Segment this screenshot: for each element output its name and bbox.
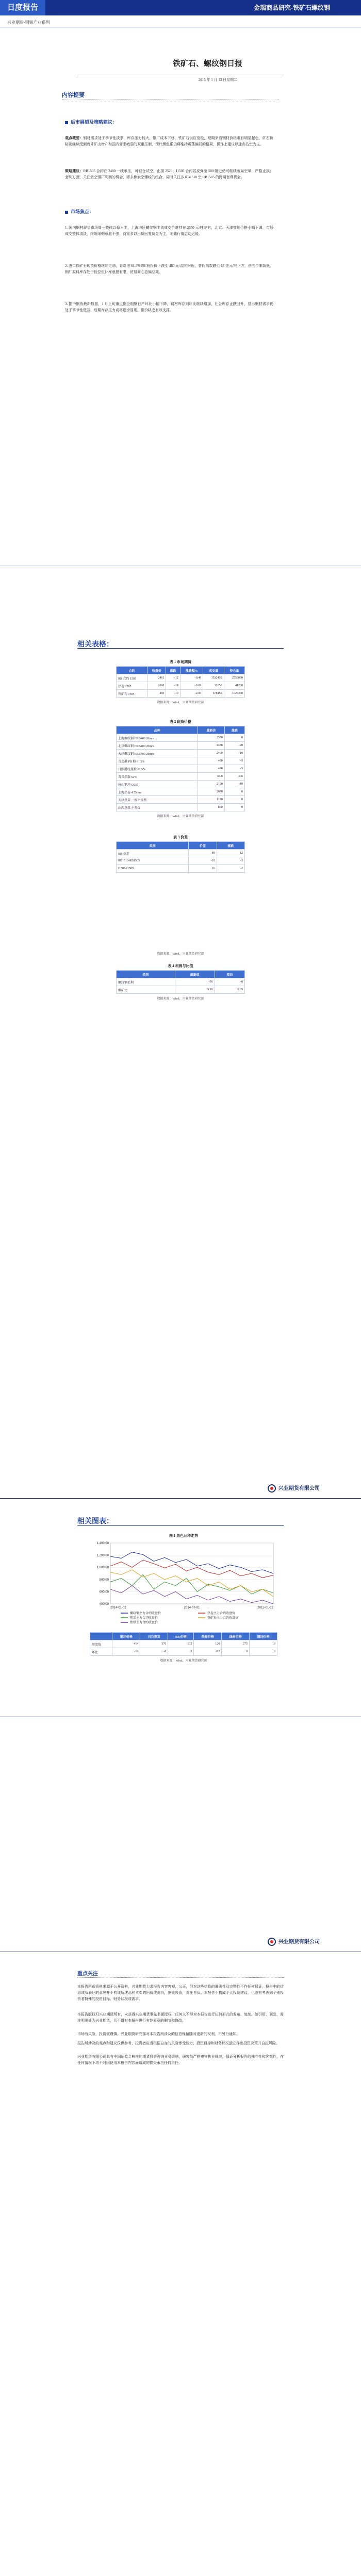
table-cell: 12 bbox=[217, 850, 244, 857]
notes-heading: 重点关注 bbox=[77, 1971, 98, 1977]
table-row bbox=[117, 804, 245, 811]
table-row bbox=[117, 734, 245, 742]
page-3 bbox=[0, 1484, 361, 1731]
notes-paragraph-4: 报告所涉及的观点和建议仅供参考，投资者应当根据自身的风险承受能力、投资目标和财务状况独立作出投资决策并自担风险。 bbox=[77, 2041, 280, 2045]
table-cell: 498 bbox=[198, 765, 225, 773]
x-tick-label: 2015-01-12 bbox=[257, 1606, 273, 1609]
chart-caption: 图 1 黑色品种走势 bbox=[169, 1534, 198, 1538]
table-cell: 天津焦炭 一级冶金焦 bbox=[117, 796, 198, 804]
legend-label: 热卷主力合约收盘价 bbox=[207, 1612, 236, 1615]
table-header-cell: 涨跌 bbox=[217, 842, 244, 850]
tables-heading: 相关表格： bbox=[77, 640, 113, 648]
table-cell: 山西焦煤 主焦煤 bbox=[117, 804, 198, 811]
legend-label: 螺纹钢主力合约收盘价 bbox=[130, 1612, 161, 1615]
table-2-caption: 表 2 现货价格 bbox=[170, 720, 191, 724]
notes-paragraph-1: 本报告所载资料来源于公开资料，兴业期货力求报告内容客观、公正，但对这些信息的准确性及完整性不作任何保证，报告中的信息或所表达的意见并不构成所述品种买卖的出价或询价，据此投资，责任自负。本报告不构成个人投资建议，也没有考虑到个别投资者特殊的投资目标、财务状况或需求。 bbox=[77, 1985, 284, 2001]
table-1-source: 数据来源：Wind、兴业期货研究部 bbox=[157, 701, 204, 704]
chart-source: 数据来源：Wind、兴业期货研究部 bbox=[160, 1659, 207, 1663]
table-3 bbox=[116, 835, 245, 873]
table-cell: 0 bbox=[224, 796, 244, 804]
table-header-cell: 涨跌 bbox=[166, 667, 180, 674]
y-tick-label: 1,200.00 bbox=[96, 1554, 109, 1557]
table-cell: 2461 bbox=[147, 674, 166, 682]
table-header-cell: 变动 bbox=[215, 971, 244, 978]
report-badge: 日度报告 bbox=[0, 0, 45, 15]
page-1 bbox=[0, 0, 361, 577]
table-row bbox=[117, 682, 245, 690]
table-cell: 螺纹钢毛利 bbox=[117, 978, 175, 986]
table-row bbox=[117, 857, 245, 865]
table-cell: 1532450 bbox=[203, 674, 224, 682]
table-cell: 678450 bbox=[203, 690, 224, 698]
table-header-cell: 类别 bbox=[117, 971, 175, 978]
table-cell: 2460 bbox=[198, 750, 225, 757]
outlook-heading: 后市展望及策略建议： bbox=[65, 118, 117, 125]
price-line-chart bbox=[90, 1540, 277, 1628]
table-cell: 2753060 bbox=[224, 674, 244, 682]
table-cell: 2600 bbox=[147, 682, 166, 690]
table-header-row bbox=[90, 1633, 277, 1640]
table-2-source: 数据来源：Wind、兴业期货研究部 bbox=[157, 815, 204, 818]
table-cell: 376 bbox=[140, 1640, 168, 1648]
tables-heading-rule bbox=[77, 648, 284, 649]
table-cell: -72 bbox=[194, 1648, 222, 1656]
table-row bbox=[117, 850, 245, 857]
table-cell: 0 bbox=[224, 804, 244, 811]
table-row bbox=[117, 757, 245, 765]
x-tick-label: 2014-01-02 bbox=[110, 1606, 126, 1609]
table-header-cell: 热卷价格 bbox=[194, 1633, 222, 1640]
table-4-source: 数据来源：Wind、兴业期货研究部 bbox=[157, 997, 204, 1001]
chart-heading: 相关图表： bbox=[77, 1517, 113, 1525]
table-cell: -3 bbox=[168, 1648, 194, 1656]
table-row bbox=[117, 674, 245, 682]
table-cell: I1505-I1509 bbox=[117, 865, 189, 873]
y-tick-label: 400.00 bbox=[99, 1603, 109, 1606]
table-cell: 北京螺纹钢 HRB400 20mm bbox=[117, 742, 198, 750]
table-cell: -0.49 bbox=[180, 674, 203, 682]
table-header-cell: 涨跌 bbox=[224, 726, 244, 734]
table-cell: 普氏指数 62% bbox=[117, 773, 198, 781]
table-cell: -10 bbox=[112, 1648, 140, 1656]
table-cell: 275 bbox=[222, 1640, 250, 1648]
table-1-caption: 表 1 市场期货 bbox=[170, 660, 191, 664]
table-cell: -0.69 bbox=[180, 682, 203, 690]
table-cell: -18 bbox=[166, 682, 180, 690]
table-cell: 414 bbox=[112, 1640, 140, 1648]
table-cell: RB 合约 1505 bbox=[117, 674, 147, 682]
chart-container bbox=[90, 1533, 277, 1663]
table-cell: 青岛港 PB 粉 61.5% bbox=[117, 757, 198, 765]
report-date: 2015 年 1 月 13 日星期二 bbox=[198, 78, 237, 82]
table-cell: 0.05 bbox=[215, 986, 244, 994]
table-cell: -10 bbox=[224, 750, 244, 757]
legend-label: 焦炭主力合约收盘价 bbox=[130, 1617, 158, 1620]
table-cell: -0.6 bbox=[224, 773, 244, 781]
spot-price-table bbox=[116, 726, 245, 811]
table-cell: -10 bbox=[224, 781, 244, 788]
table-row bbox=[117, 865, 245, 873]
y-tick-label: 1,000.00 bbox=[96, 1566, 109, 1570]
legend-label: 铁矿石主力合约收盘价 bbox=[207, 1617, 239, 1620]
table-4-caption: 表 4 利润与比值 bbox=[168, 964, 193, 968]
profit-table bbox=[116, 970, 245, 994]
table-cell: 上海螺纹钢 HRB400 20mm bbox=[117, 734, 198, 742]
table-row bbox=[90, 1648, 277, 1656]
table-header-cell: 类别 bbox=[117, 842, 189, 850]
legend-label: 焦煤主力合约收盘价 bbox=[130, 1621, 158, 1624]
table-row bbox=[117, 742, 245, 750]
table-cell: 5.10 bbox=[175, 986, 215, 994]
header-subtitle: 兴业期货-钢铁产业系列 bbox=[7, 20, 50, 25]
table-3-source: 数据来源：Wind、兴业期货研究部 bbox=[157, 953, 204, 956]
table-cell: 0 bbox=[222, 1648, 250, 1656]
outlook-paragraph-1: 观点概要：钢材需求处于季节性淡季，库存压力较大，钢厂成本下移，铁矿石供应宽松，短期来看钢材价格难有明显起色，矿石价格则继续受到海外矿山增产和国内需求疲弱的双重压制，预计黑色系仍将维持震荡偏弱的格局，操作上建议以逢高沽空为主。 bbox=[65, 136, 274, 146]
table-row bbox=[117, 765, 245, 773]
page-3-top-rule bbox=[0, 1498, 361, 1499]
table-row bbox=[117, 781, 245, 788]
table-cell: 126 bbox=[194, 1640, 222, 1648]
bullet-square-icon bbox=[65, 121, 68, 124]
table-header-cell: 成交量 bbox=[203, 667, 224, 674]
table-cell: 2190 bbox=[198, 781, 225, 788]
table-cell: -18 bbox=[189, 857, 217, 865]
page-4 bbox=[0, 1937, 361, 2092]
table-cell: 唐山钢坯 Q235 bbox=[117, 781, 198, 788]
company-logo: 兴业期货有限公司 bbox=[268, 1484, 320, 1493]
table-header-cell: 最新价 bbox=[198, 726, 225, 734]
table-cell: 132 bbox=[168, 1640, 194, 1648]
notes-paragraph-5: 兴业期货有限公司具有中国证监会核准的期货投资咨询业务资格，研究员严格遵守执业规范，保证分析报告的独立性和客观性，在任何情况下均不对因使用本报告内容而造成的损失承担任何责任。 bbox=[77, 2055, 284, 2065]
table-row bbox=[117, 978, 245, 986]
table-header-row bbox=[117, 971, 245, 978]
header-title: 金瑞商品研究-铁矿石螺纹钢 bbox=[254, 4, 330, 11]
table-cell: 日照港纽曼粉 62.5% bbox=[117, 765, 198, 773]
logo-icon bbox=[268, 1484, 276, 1493]
logo-icon bbox=[268, 1938, 276, 1946]
table-cell: -10 bbox=[166, 690, 180, 698]
report-title: 铁矿石、螺纹钢日报 bbox=[172, 59, 242, 68]
table-cell: RB1510-RB1505 bbox=[117, 857, 189, 865]
table-cell: 0 bbox=[224, 734, 244, 742]
table-row bbox=[117, 796, 245, 804]
table-cell: 2550 bbox=[198, 734, 225, 742]
table-header-cell: 合约 bbox=[117, 667, 147, 674]
company-logo: 兴业期货有限公司 bbox=[268, 1937, 320, 1946]
table-header-cell: 线材价格 bbox=[222, 1633, 250, 1640]
table-row bbox=[117, 986, 245, 994]
notes-paragraph-3: 市场有风险，投资需谨慎。兴业期货研究部对本报告所涉及的信息保留随时更新的权利，不另行通知。 bbox=[77, 2032, 240, 2036]
chart-data-table bbox=[90, 1632, 277, 1656]
table-header-cell: 最新值 bbox=[175, 971, 215, 978]
table-cell: 热卷 1505 bbox=[117, 682, 147, 690]
table-row bbox=[90, 1640, 277, 1648]
table-cell: -12 bbox=[166, 674, 180, 682]
table-cell: -5 bbox=[224, 765, 244, 773]
focus-point-3: 3. 据中钢协最新数据，1 月上旬重点钢企粗钢日产环比小幅下降，钢材库存则环比继续增加，社会库存止跌回升，显示钢材需求仍处于季节性低谷，后期库存压力或将逐步显现，钢价缺乏有效支撑。 bbox=[65, 302, 273, 312]
table-cell: 2480 bbox=[198, 742, 225, 750]
table-cell: 860 bbox=[198, 804, 225, 811]
table-cell: 480 bbox=[198, 757, 225, 765]
table-cell: 41230 bbox=[224, 682, 244, 690]
notes-rule bbox=[77, 1977, 284, 1978]
table-row bbox=[117, 788, 245, 796]
table-cell: 天津螺纹钢 HRB400 20mm bbox=[117, 750, 198, 757]
table-header-cell: 持仓量 bbox=[224, 667, 244, 674]
chart-heading-rule bbox=[77, 1525, 284, 1526]
table-header-cell: 钢坯价格 bbox=[112, 1633, 140, 1640]
table-cell: -5 bbox=[224, 757, 244, 765]
y-tick-label: 800.00 bbox=[99, 1578, 109, 1582]
summary-heading: 内容提要 bbox=[62, 92, 85, 98]
table-header-cell: 价差 bbox=[189, 842, 217, 850]
table-cell: -2 bbox=[217, 865, 244, 873]
table-cell: 周度值 bbox=[90, 1640, 112, 1648]
table-cell: -20 bbox=[224, 742, 244, 750]
focus-point-1: 1. 国内钢材现货市场周一整体以稳为主，上海地区螺纹钢主流成交价维持在 2550 元/吨左右，北京、天津等地价格小幅下调，市场成交整体清淡，终端采购意愿不强，商家多以出货回笼资金为主，冬储行情启动迟缓。 bbox=[65, 226, 273, 236]
table-cell: -56 bbox=[175, 978, 215, 986]
table-row bbox=[117, 690, 245, 698]
table-cell: -2.03 bbox=[180, 690, 203, 698]
spread-table bbox=[116, 841, 245, 873]
table-header-cell: 品种 bbox=[117, 726, 198, 734]
table-header-row bbox=[117, 842, 245, 850]
table-cell: 66.8 bbox=[198, 773, 225, 781]
notes-paragraph-2: 本报告版权归兴业期货所有，未获得兴业期货事先书面授权，任何人不得对本报告进行任何形式的发布、复制。如引用、刊发，需注明出处为兴业期货，且不得对本报告进行有悖原意的删节和修改。 bbox=[77, 2012, 284, 2023]
table-row bbox=[117, 750, 245, 757]
y-tick-label: 600.00 bbox=[99, 1590, 109, 1594]
table-cell: 1120 bbox=[198, 796, 225, 804]
table-cell: 12650 bbox=[203, 682, 224, 690]
table-cell: 19 bbox=[250, 1640, 277, 1648]
table-row bbox=[117, 773, 245, 781]
table-cell: 0 bbox=[224, 788, 244, 796]
focus-heading: 市场焦点： bbox=[65, 208, 94, 215]
table-3-caption: 表 3 价差 bbox=[173, 835, 188, 839]
table-header-cell: 收盘价 bbox=[147, 667, 166, 674]
page-2 bbox=[0, 639, 361, 1061]
table-header-cell: RB 价格 bbox=[168, 1633, 194, 1640]
table-cell: 16 bbox=[189, 865, 217, 873]
table-cell: 1029360 bbox=[224, 690, 244, 698]
table-cell: RB 基差 bbox=[117, 850, 189, 857]
table-cell: -3 bbox=[217, 857, 244, 865]
table-cell: 2670 bbox=[198, 788, 225, 796]
table-cell: 89 bbox=[189, 850, 217, 857]
table-cell: 上海热卷 4.75mm bbox=[117, 788, 198, 796]
bullet-square-icon bbox=[65, 211, 68, 214]
futures-table bbox=[116, 666, 245, 698]
outlook-paragraph-2: 策略建议：RB1505 合约在 2480 一线承压，可轻仓试空，止损 2520；I1505 合约若反弹至 500 附近仍可继续布局空单，严格止损；套利方面，关注做空钢厂利润的机会，即多焦炭空螺纹的组合，同时关注多 RB1510 空 RB1505 的跨期套利机会。 bbox=[65, 169, 274, 179]
table-cell: 483 bbox=[147, 690, 166, 698]
table-cell: -8 bbox=[140, 1648, 168, 1656]
table-header-cell: 日均焦炭 bbox=[140, 1633, 168, 1640]
table-header-row bbox=[117, 667, 245, 674]
table-header-cell: 涨跌幅% bbox=[180, 667, 203, 674]
table-header-cell: 钢坯价格 bbox=[250, 1633, 277, 1640]
y-tick-label: 1,400.00 bbox=[96, 1542, 109, 1545]
table-1 bbox=[116, 659, 245, 704]
table-2 bbox=[116, 719, 245, 818]
table-4 bbox=[116, 963, 245, 1001]
table-header-row bbox=[117, 726, 245, 734]
plot-area bbox=[110, 1543, 273, 1604]
table-header-cell bbox=[90, 1633, 112, 1640]
table-cell: 0 bbox=[250, 1648, 277, 1656]
focus-point-2: 2. 港口铁矿石现货价格继续走弱，青岛港 61.5% PB 粉报价下跌至 480 元/湿吨附近，普氏指数跌至 67 美元/吨下方，创五年来新低，钢厂原料库存处于低位但补库意愿有限，贸易商心态偏悲观。 bbox=[65, 264, 273, 274]
table-cell: 螺矿比 bbox=[117, 986, 175, 994]
table-cell: 环比 bbox=[90, 1648, 112, 1656]
table-cell: -8 bbox=[215, 978, 244, 986]
x-tick-label: 2014-07-01 bbox=[184, 1606, 200, 1609]
table-cell: 铁矿石 1505 bbox=[117, 690, 147, 698]
